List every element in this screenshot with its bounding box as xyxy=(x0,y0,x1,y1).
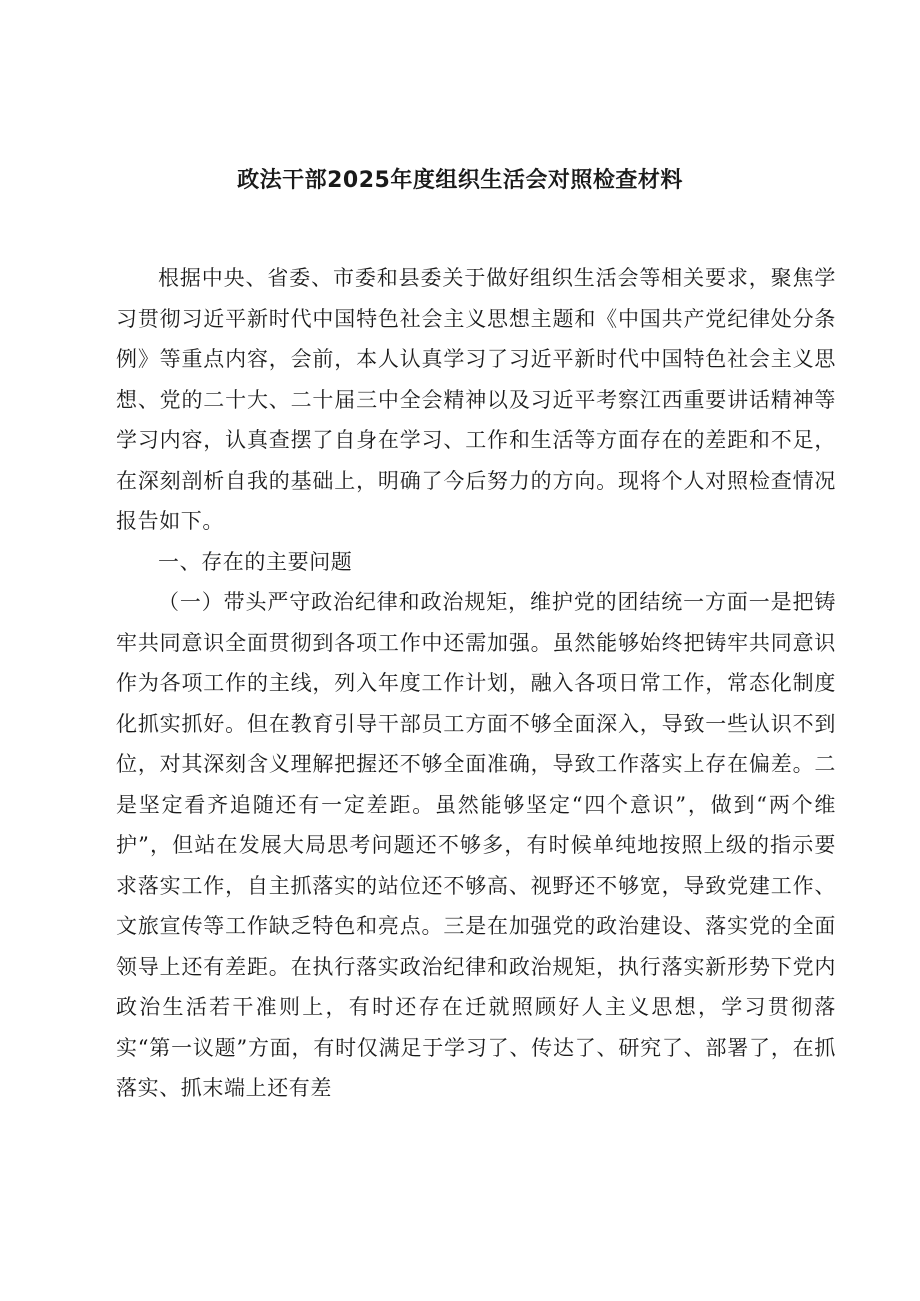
section-heading: 一、存在的主要问题 xyxy=(158,549,353,574)
document-title: 政法干部2025年度组织生活会对照检查材料 xyxy=(237,168,683,193)
section-paragraph: （一）带头严守政治纪律和政治规矩，维护党的团结统一方面一是把铸牢共同意识全面贯彻到各项工作中还需加强。虽然能够始终把铸牢共同意识作为各项工作的主线，列入年度工作计划，融入各项日常工作，常态化制度化抓实抓好。但在教育引导干部员工方面不够全面深入，导致一些认识不到位，对其深刻含义理解把握还不够全面准确，导致工作落实上存在偏差。二是坚定看齐追随还有一定差距。虽然能够坚定“四个意识”，做到“两个维护”，但站在发展大局思考问题还不够多，有时候单纯地按照上级的指示要求落实工作，自主抓落实的站位还不够高、视野还不够宽，导致党建工作、文旅宣传等工作缺乏特色和亮点。三是在加强党的政治建设、落实党的全面领导上还有差距。在执行落实政治纪律和政治规矩，执行落实新形势下党内政治生活若干准则上，有时还存在迁就照顾好人主义思想，学习贯彻落实“第一议题”方面，有时仅满足于学习了、传达了、研究了、部署了，在抓落实、抓末端上还有差 xyxy=(116,590,836,1100)
document-body xyxy=(116,258,836,1109)
intro-paragraph: 根据中央、省委、市委和县委关于做好组织生活会等相关要求，聚焦学习贯彻习近平新时代中国特色社会主义思想主题和《中国共产党纪律处分条例》等重点内容，会前，本人认真学习了习近平新时代中国特色社会主义思想、党的二十大、二十届三中全会精神以及习近平考察江西重要讲话精神等学习内容，认真查摆了自身在学习、工作和生活等方面存在的差距和不足，在深刻剖析自我的基础上，明确了今后努力的方向。现将个人对照检查情况报告如下。 xyxy=(116,266,836,533)
